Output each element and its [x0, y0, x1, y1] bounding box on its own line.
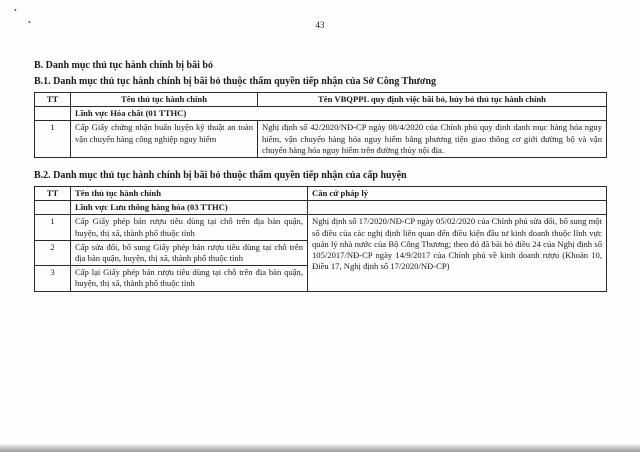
header-procedure-name: Tên thủ tục hành chính — [71, 187, 308, 201]
scan-speck: • — [14, 6, 17, 15]
scan-speck: • — [28, 18, 31, 27]
header-legal-basis: Căn cứ pháp lý — [308, 187, 607, 201]
row-number: 2 — [35, 240, 71, 265]
header-tt: TT — [35, 93, 71, 107]
group-row-spacer — [35, 107, 71, 121]
table-b1 — [34, 92, 607, 158]
group-row-spacer — [35, 201, 71, 215]
table-row — [35, 121, 607, 158]
row-number: 3 — [35, 266, 71, 291]
row-number: 1 — [35, 121, 71, 158]
section-b-title: B. Danh mục thủ tục hành chính bị bãi bỏ — [34, 60, 213, 71]
procedure-name: Cấp sửa đổi, bổ sung Giấy phép bán rượu tiêu dùng tại chỗ trên địa bàn quận, huyện, thị xã, thành phố thuộc tỉnh — [71, 240, 308, 265]
group-label: Lĩnh vực Hóa chất (01 TTHC) — [71, 107, 607, 121]
section-b2-title: B.2. Danh mục thủ tục hành chính bị bãi bỏ thuộc thẩm quyền tiếp nhận của cấp huyện — [34, 170, 407, 181]
table-b2 — [34, 186, 607, 292]
group-row — [35, 107, 607, 121]
row-number: 1 — [35, 215, 71, 240]
group-row — [35, 201, 607, 215]
table-row — [35, 215, 607, 240]
page-number: 43 — [315, 20, 325, 30]
procedure-name: Cấp Giấy chứng nhận huấn luyện kỹ thuật an toàn vận chuyển hàng công nghiệp nguy hiểm — [71, 121, 258, 158]
header-tt: TT — [35, 187, 71, 201]
group-label: Lĩnh vực Lưu thông hàng hóa (03 TTHC) — [71, 201, 308, 215]
legal-basis: Nghị định số 17/2020/NĐ-CP ngày 05/02/2020 của Chính phủ sửa đổi, bổ sung một số điều của các nghị định liên quan đến điều kiện đầu tư kinh doanh thuộc lĩnh vực quản lý nhà nước của Bộ Công Thương; theo đó đã bãi bỏ điều 24 của Nghị định số 105/2017/NĐ-CP ngày 14/9/2017 của Chính phủ về kinh doanh rượu (Khoản 10, Điều 17, Nghị định số 17/2020/NĐ-CP) — [308, 215, 607, 291]
procedure-name: Cấp Giấy phép bán rượu tiêu dùng tại chỗ trên địa bàn quận, huyện, thị xã, thành phố thuộc tỉnh — [71, 215, 308, 240]
legal-basis: Nghị định số 42/2020/NĐ-CP ngày 08/4/2020 của Chính phủ quy định danh mục hàng hóa nguy hiểm, vận chuyển hàng hóa nguy hiểm bằng phương tiện giao thông cơ giới đường bộ và vận chuyển hàng hóa nguy hiểm trên đường thủy nội địa. — [258, 121, 607, 158]
scan-edge-shadow — [0, 444, 640, 452]
table-header-row — [35, 187, 607, 201]
procedure-name: Cấp lại Giấy phép bán rượu tiêu dùng tại chỗ trên địa bàn quận, huyện, thị xã, thành phố thuộc tỉnh — [71, 266, 308, 291]
header-procedure-name: Tên thủ tục hành chính — [71, 93, 258, 107]
group-row-spacer — [308, 201, 607, 215]
table-header-row — [35, 93, 607, 107]
header-legal-document: Tên VBQPPL quy định việc bãi bỏ, hủy bỏ thủ tục hành chính — [258, 93, 607, 107]
section-b1-title: B.1. Danh mục thủ tục hành chính bị bãi bỏ thuộc thẩm quyền tiếp nhận của Sở Công Thương — [34, 76, 437, 87]
